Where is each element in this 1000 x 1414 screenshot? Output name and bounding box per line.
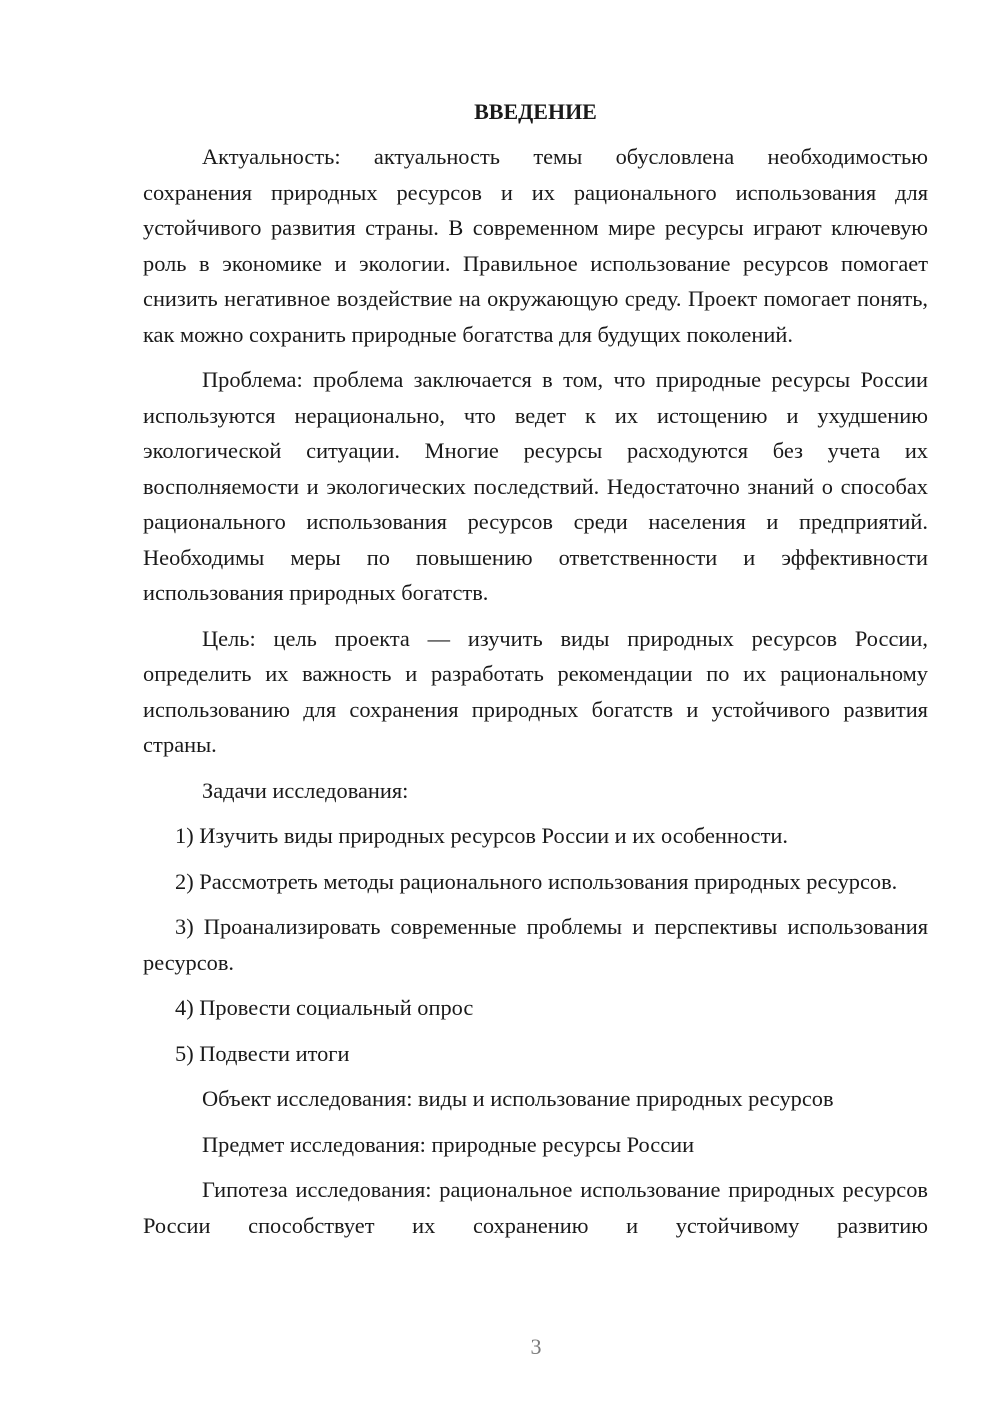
section-heading: ВВЕДЕНИЕ bbox=[474, 99, 597, 124]
task-item: 5) Подвести итоги bbox=[175, 1040, 350, 1066]
hypothesis-paragraph: Гипотеза исследования: рациональное использование природных ресурсов России способствует их сохранению и устойчивому развитию bbox=[143, 1177, 928, 1238]
task-item: 4) Провести социальный опрос bbox=[175, 995, 474, 1020]
relevance-paragraph: Актуальность: актуальность темы обусловлена необходимостью сохранения природных ресурсов и их рационального использования для устойчивого развития страны. В современном мире ресурсы играют ключевую роль в экономике и экологии. Правильное использование ресурсов помогает снизить негативное воздействие на окружающую среду. Проект помогает понять, как можно сохранить природные богатства для будущих поколений. bbox=[143, 144, 928, 347]
tasks-title: Задачи исследования: bbox=[202, 777, 409, 803]
page-number: 3 bbox=[530, 1334, 542, 1359]
task-item: 2) Рассмотреть методы рационального использования природных ресурсов. bbox=[175, 868, 898, 894]
task-item: 1) Изучить виды природных ресурсов России и их особенности. bbox=[175, 823, 788, 848]
task-item: 3) Проанализировать современные проблемы и перспективы использования ресурсов. bbox=[143, 914, 928, 975]
problem-paragraph: Проблема: проблема заключается в том, что природные ресурсы России используются нерационально, что ведет к их истощению и ухудшению экологической ситуации. Многие ресурсы расходуются без учета их восполняемости и экологических последствий. Недостаточно знаний о способах рационального использования ресурсов среди населения и предприятий. Необходимы меры по повышению ответственности и эффективности использования природных богатств. bbox=[143, 367, 928, 605]
page-content bbox=[143, 94, 928, 1253]
subject-paragraph: Предмет исследования: природные ресурсы России bbox=[202, 1131, 695, 1157]
goal-paragraph: Цель: цель проекта — изучить виды природных ресурсов России, определить их важность и разработать рекомендации по их рациональному использованию для сохранения природных богатств и устойчивого развития страны. bbox=[143, 625, 928, 757]
object-paragraph: Объект исследования: виды и использование природных ресурсов bbox=[202, 1086, 834, 1111]
